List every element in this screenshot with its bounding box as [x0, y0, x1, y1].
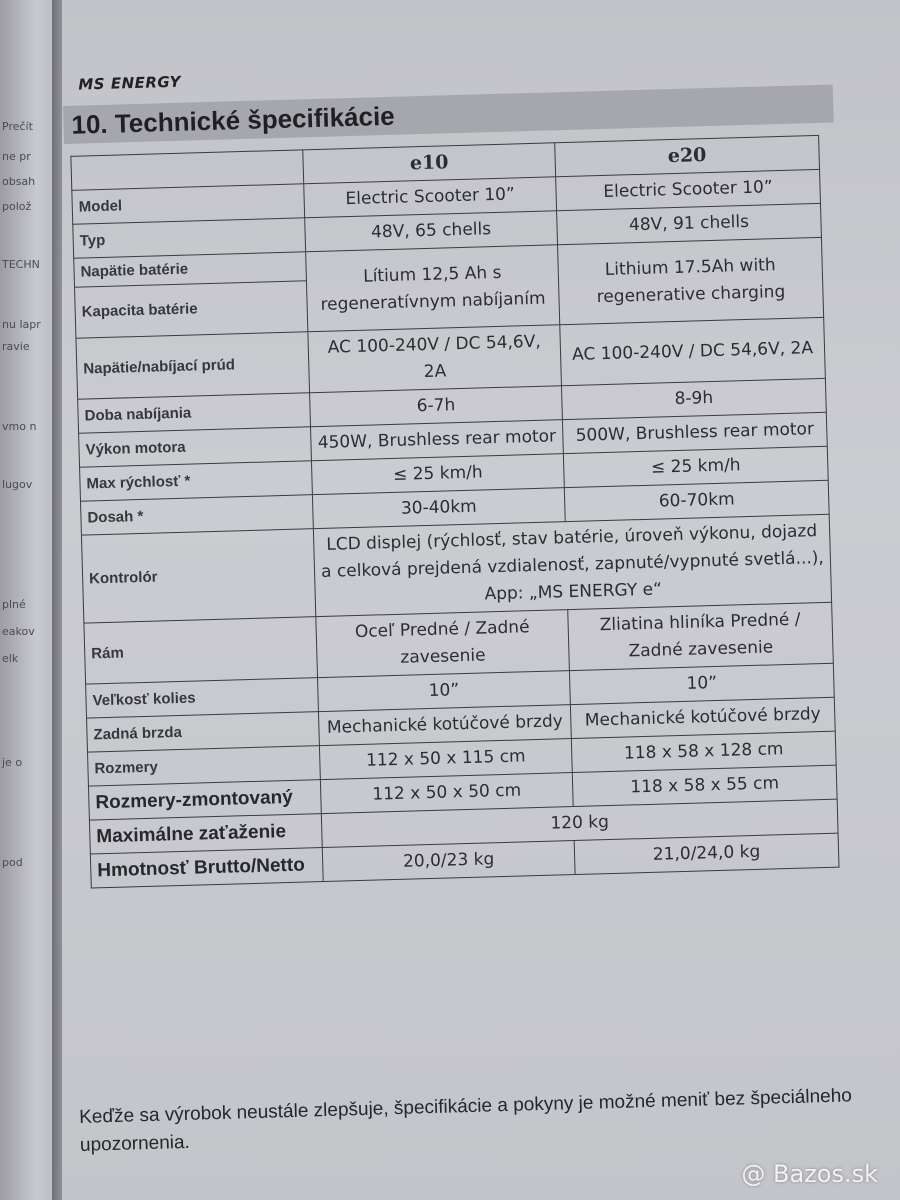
cell-e10: Electric Scooter 10”	[304, 177, 557, 218]
left-page-fragment: obsah	[2, 175, 36, 188]
cell-e20: 10”	[569, 663, 834, 704]
cell-e10: Oceľ Predné / Zadné zavesenie	[316, 610, 570, 678]
cell-e20: Zliatina hliníka Predné / Zadné zavesenie	[568, 602, 834, 670]
cell-e10: Lítium 12,5 Ah s regeneratívnym nabíjaním	[306, 245, 560, 332]
row-label: Model	[72, 184, 305, 224]
left-page-fragment: je o	[2, 756, 23, 769]
cell-e10: AC 100-240V / DC 54,6V, 2A	[308, 325, 562, 393]
left-page-fragment: plné	[2, 598, 26, 611]
left-page-fragment: polož	[2, 200, 32, 213]
cell-e20: 60-70km	[564, 480, 829, 521]
cell-e20: 500W, Brushless rear motor	[562, 412, 827, 453]
cell-e10: ≤ 25 km/h	[311, 454, 564, 495]
row-label: Výkon motora	[79, 427, 312, 467]
cell-e10: 48V, 65 chells	[305, 211, 558, 252]
watermark: @ Bazos.sk	[741, 1160, 878, 1188]
cell-max-load: 120 kg	[321, 799, 838, 847]
left-page-fragment: eakov	[2, 625, 35, 638]
left-page-fragment: Prečít	[2, 120, 33, 133]
cell-e10: Mechanické kotúčové brzdy	[318, 705, 571, 746]
row-label: Kontrolór	[81, 529, 315, 623]
cell-e20: 8-9h	[561, 378, 826, 419]
cell-e20: Electric Scooter 10”	[556, 169, 821, 210]
row-label: Maximálne zaťaženie	[89, 814, 322, 854]
left-page-fragment: pod	[2, 856, 23, 869]
cell-e10: 6-7h	[310, 386, 563, 427]
spec-table	[70, 135, 839, 889]
cell-e10: 10”	[318, 671, 571, 712]
row-label: Dosah *	[81, 495, 314, 535]
left-page-fragment: TECHN	[2, 258, 40, 271]
cell-e10: 112 x 50 x 115 cm	[319, 739, 572, 780]
header-e10: e10	[303, 143, 556, 184]
cell-e20: 118 x 58 x 128 cm	[571, 731, 836, 772]
left-page-fragment: nu lapr	[2, 318, 41, 331]
row-label: Zadná brzda	[87, 712, 320, 752]
cell-e10: 20,0/23 kg	[322, 841, 575, 882]
cell-e20: ≤ 25 km/h	[563, 446, 828, 487]
footnote: Keďže sa výrobok neustále zlepšuje, špecifikácie a pokyny je možné meniť bez špeciálneho upozornenia.	[78, 1085, 853, 1156]
cell-e20: 21,0/24,0 kg	[574, 833, 839, 874]
cell-e20: Mechanické kotúčové brzdy	[570, 697, 835, 738]
row-label: Doba nabíjania	[78, 393, 311, 433]
left-page-fragment: vmo n	[2, 420, 37, 433]
row-label: Napätie batérie	[74, 252, 307, 287]
row-label: Rám	[84, 617, 318, 684]
brand-logo: MS ENERGY	[78, 72, 182, 94]
manual-page	[62, 0, 900, 1200]
section-title: 10. Technické špecifikácie	[71, 100, 396, 140]
row-label: Kapacita batérie	[75, 281, 308, 338]
cell-e10: 112 x 50 x 50 cm	[320, 773, 573, 814]
cell-e20: AC 100-240V / DC 54,6V, 2A	[560, 317, 826, 385]
row-label: Veľkosť kolies	[86, 678, 319, 718]
cell-e20: Lithium 17.5Ah with regenerative charging	[558, 237, 824, 324]
cell-e20: 48V, 91 chells	[557, 203, 822, 244]
row-label: Hmotnosť Brutto/Netto	[90, 848, 323, 888]
left-page-fragment: elk	[2, 652, 19, 665]
left-page-fragment: ne pr	[2, 150, 31, 163]
cell-e20: 118 x 58 x 55 cm	[572, 765, 837, 806]
cell-e10: 30-40km	[312, 488, 565, 529]
left-page-fragment: lugov	[2, 478, 33, 491]
left-page-fragment: ravie	[2, 340, 30, 353]
cell-controller: LCD displej (rýchlosť, stav batérie, úroveň výkonu, dojazd a celková prejdená vzdialenosť, zapnuté/vypnuté svetlá...), App: „MS ENERGY e“	[313, 514, 831, 616]
header-e20: e20	[555, 135, 820, 176]
row-label: Napätie/nabíjací prúd	[76, 332, 310, 399]
row-label: Rozmery	[88, 746, 321, 786]
row-label: Rozmery-zmontovaný	[88, 780, 321, 820]
row-label: Max rýchlosť *	[80, 461, 313, 501]
cell-e10: 450W, Brushless rear motor	[311, 420, 564, 461]
row-label: Typ	[73, 218, 306, 258]
